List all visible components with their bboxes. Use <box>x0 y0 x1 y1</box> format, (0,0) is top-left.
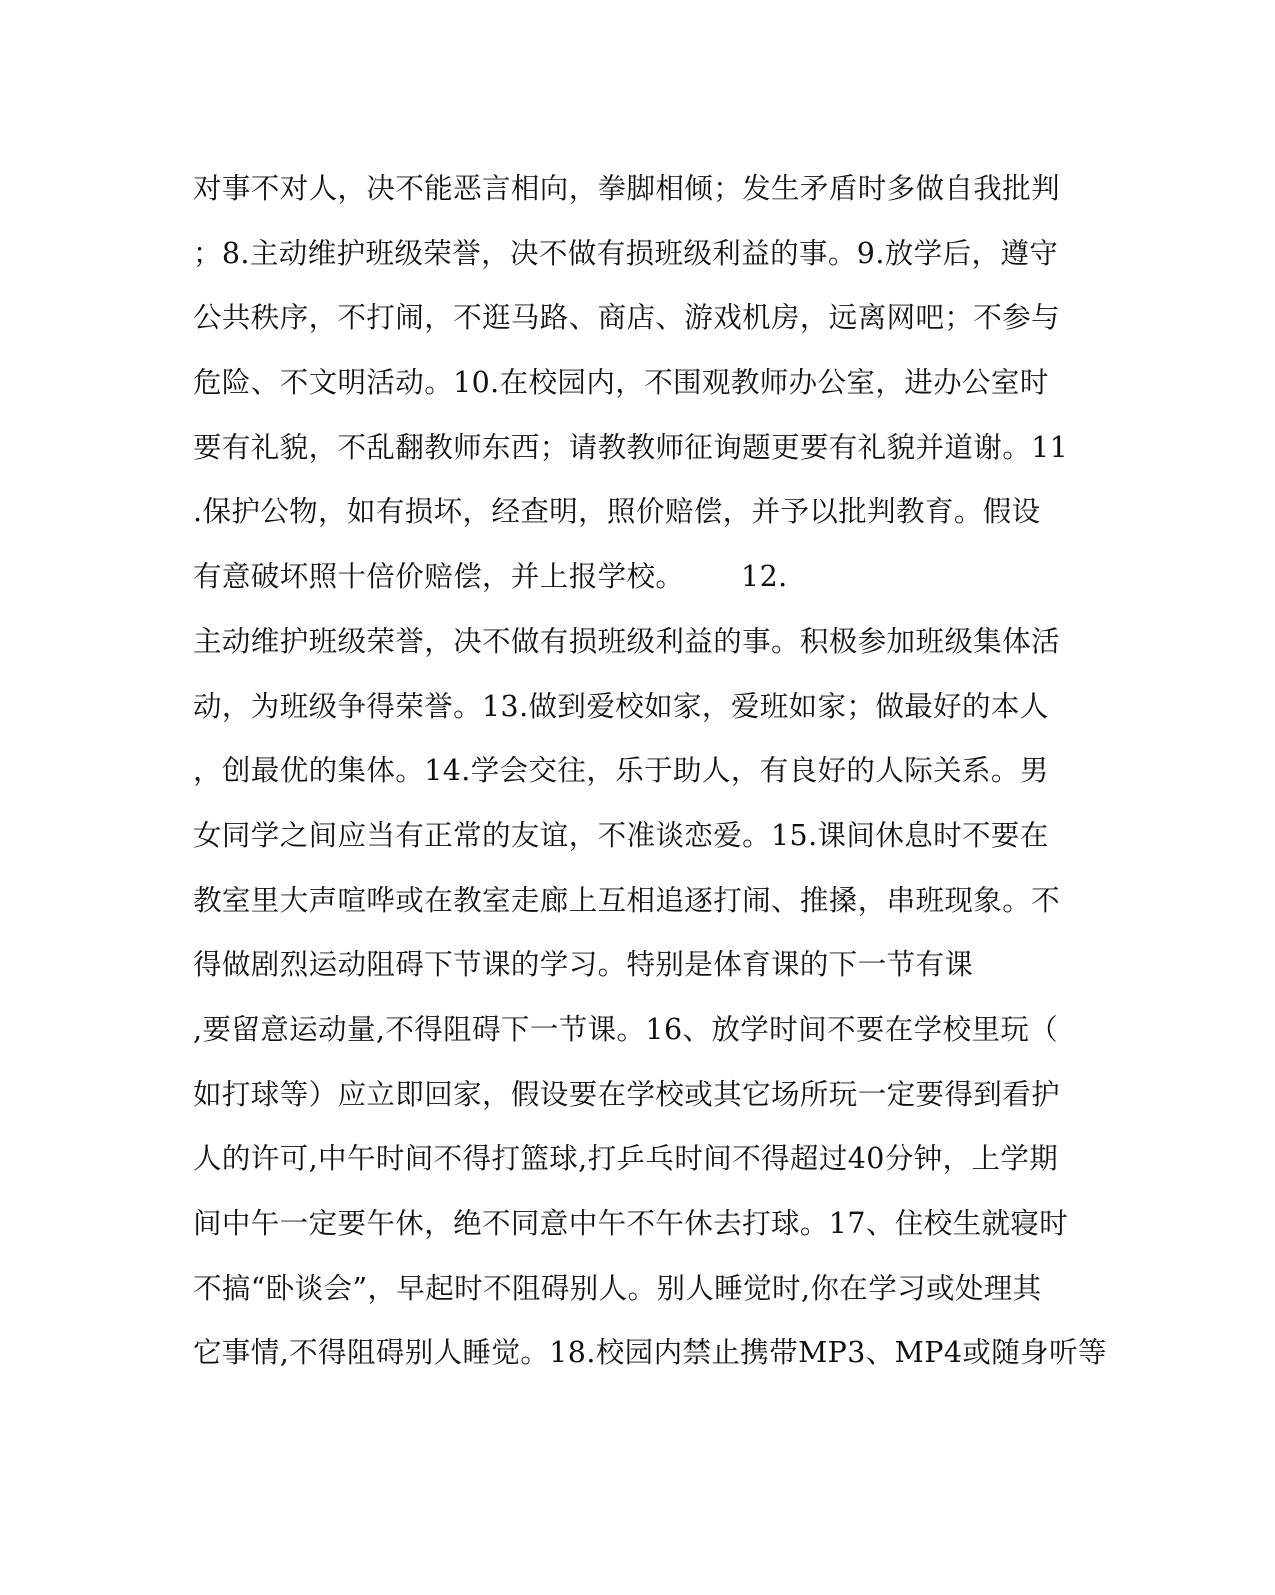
text-line: 危险、不文明活动。10.在校园内，不围观教师办公室，进办公室时 <box>193 366 1049 400</box>
text-line: 主动维护班级荣誉，决不做有损班级利益的事。积极参加班级集体活 <box>193 624 1061 658</box>
text-line: .保护公物，如有损坏，经查明，照价赔偿，并予以批判教育。假设 <box>193 495 1041 529</box>
text-line: 有意破坏照十倍价赔偿，并上报学校。 12. <box>193 560 788 594</box>
text-line: ，创最优的集体。14.学会交往，乐于助人，有良好的人际关系。男 <box>193 754 1049 788</box>
text-line: 它事情,不得阻碍别人睡觉。18.校园内禁止携带MP3、MP4或随身听等 <box>193 1336 1107 1370</box>
text-line: 人的许可,中午时间不得打篮球,打乒乓时间不得超过40分钟，上学期 <box>193 1142 1059 1176</box>
text-line: 教室里大声喧哗或在教室走廊上互相追逐打闹、推搡，串班现象。不 <box>193 883 1061 917</box>
text-line: ,要留意运动量,不得阻碍下一节课。16、放学时间不要在学校里玩（ <box>193 1012 1059 1046</box>
text-line: 得做剧烈运动阻碍下节课的学习。特别是体育课的下一节有课 <box>193 948 974 982</box>
body-text <box>193 160 1107 1389</box>
text-line: 对事不对人，决不能恶言相向，拳脚相倾；发生矛盾时多做自我批判 <box>193 172 1061 205</box>
text-line: 动，为班级争得荣誉。13.做到爱校如家，爱班如家；做最好的本人 <box>193 689 1049 723</box>
text-line: ；8.主动维护班级荣誉，决不做有损班级利益的事。9.放学后，遵守 <box>193 236 1059 270</box>
text-line: 如打球等）应立即回家，假设要在学校或其它场所玩一定要得到看护 <box>193 1077 1061 1111</box>
text-line: 要有礼貌，不乱翻教师东西；请教教师征询题更要有礼貌并道谢。11 <box>193 430 1069 464</box>
text-line: 女同学之间应当有正常的友谊，不准谈恋爱。15.课间休息时不要在 <box>193 818 1049 852</box>
text-line: 间中午一定要午休，绝不同意中午不午休去打球。17、住校生就寝时 <box>193 1207 1069 1240</box>
text-line: 公共秩序，不打闹，不逛马路、商店、游戏机房，远离网吧；不参与 <box>193 301 1061 335</box>
text-line: 不搞“卧谈会”，早起时不阻碍别人。别人睡觉时,你在学习或处理其 <box>193 1271 1042 1305</box>
